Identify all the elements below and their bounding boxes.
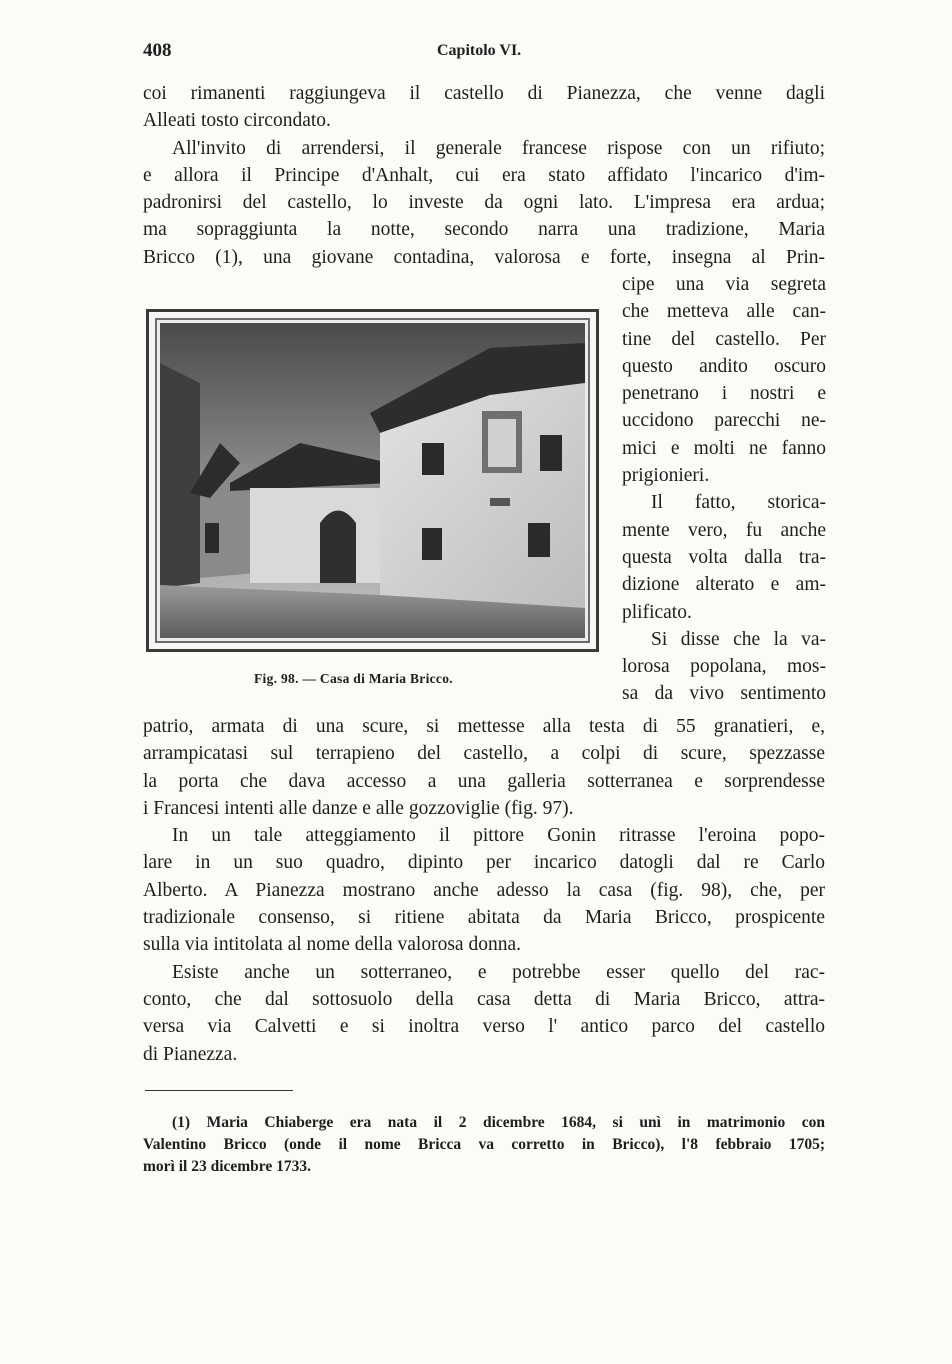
footnote-rule [145, 1090, 293, 1091]
text-line: lorosa popolana, mos- [622, 656, 826, 678]
text-line: mici e molti ne fanno [622, 437, 826, 459]
footnote-line: (1) Maria Chiaberge era nata il 2 dicembre 1684, si unì in matrimonio con [172, 1114, 825, 1131]
text-line: tradizionale consenso, si ritiene abitata da Maria Bricco, prospicente [143, 907, 825, 929]
text-line: padronirsi del castello, lo investe da ogni lato. L'impresa era ardua; [143, 192, 825, 214]
text-line: sa da vivo sentimento [622, 683, 826, 705]
text-line: Alleati tosto circondato. [143, 110, 331, 132]
text-line: In un tale atteggiamento il pittore Gonin ritrasse l'eroina popo- [172, 825, 825, 847]
text-line: lare in un suo quadro, dipinto per incarico datogli dal re Carlo [143, 852, 825, 874]
paragraph-wrap-column [622, 271, 826, 708]
text-line: arrampicatasi sul terrapieno del castello, a colpi di scure, spezzasse [143, 743, 825, 765]
text-line: penetrano i nostri e [622, 383, 826, 405]
text-line: i Francesi intenti alle danze e alle gozzoviglie (fig. 97). [143, 797, 574, 819]
page-header [143, 40, 825, 66]
text-line: conto, che dal sottosuolo della casa detta di Maria Bricco, attra- [143, 988, 825, 1010]
text-line: e allora il Principe d'Anhalt, cui era stato affidato l'incarico d'im- [143, 164, 825, 186]
text-line: coi rimanenti raggiungeva il castello di Pianezza, che venne dagli [143, 83, 825, 104]
text-line: Bricco (1), una giovane contadina, valorosa e forte, insegna al Prin- [143, 246, 825, 268]
footnote-line: Valentino Bricco (onde il nome Bricca va corretto in Bricco), l'8 febbraio 1705; [143, 1136, 825, 1153]
text-line: la porta che dava accesso a una galleria sotterranea e sorprendesse [143, 770, 825, 792]
text-line: Si disse che la va- [651, 628, 826, 650]
figure-caption: Fig. 98. — Casa di Maria Bricco. [254, 671, 453, 686]
text-line: Esiste anche un sotterraneo, e potrebbe esser quello del rac- [172, 961, 825, 983]
text-line: versa via Calvetti e si inoltra verso l' antico parco del castello [143, 1016, 825, 1038]
text-line: sulla via intitolata al nome della valorosa donna. [143, 934, 521, 956]
paragraph-2 [143, 713, 825, 1068]
text-line: di Pianezza. [143, 1043, 238, 1065]
text-line: All'invito di arrendersi, il generale francese rispose con un rifiuto; [172, 137, 825, 159]
text-line: plificato. [622, 601, 692, 623]
figure-98 [146, 309, 599, 652]
text-line: ma sopraggiunta la notte, secondo narra una tradizione, Maria [143, 219, 825, 241]
chapter-title: Capitolo VI. [437, 42, 522, 59]
footnote-line: morì il 23 dicembre 1733. [143, 1158, 312, 1175]
text-line: prigionieri. [622, 465, 710, 487]
text-line: Il fatto, storica- [651, 492, 826, 514]
text-line: dizione alterato e am- [622, 574, 826, 596]
text-line: patrio, armata di una scure, si mettesse alla testa di 55 granatieri, e, [143, 716, 825, 737]
text-line: Alberto. A Pianezza mostrano anche adesso la casa (fig. 98), che, per [143, 879, 825, 901]
text-line: uccidono parecchi ne- [622, 410, 826, 432]
text-line: questo andito oscuro [622, 355, 826, 377]
text-line: tine del castello. Per [622, 328, 826, 350]
footnote [143, 1112, 825, 1178]
text-line: mente vero, fu anche [622, 519, 826, 541]
page-number: 408 [143, 40, 172, 61]
paragraph-1 [143, 80, 825, 271]
house-photo [160, 323, 585, 638]
text-line: questa volta dalla tra- [622, 546, 826, 568]
text-line: che metteva alle can- [622, 301, 826, 323]
text-line: cipe una via segreta [622, 274, 826, 295]
